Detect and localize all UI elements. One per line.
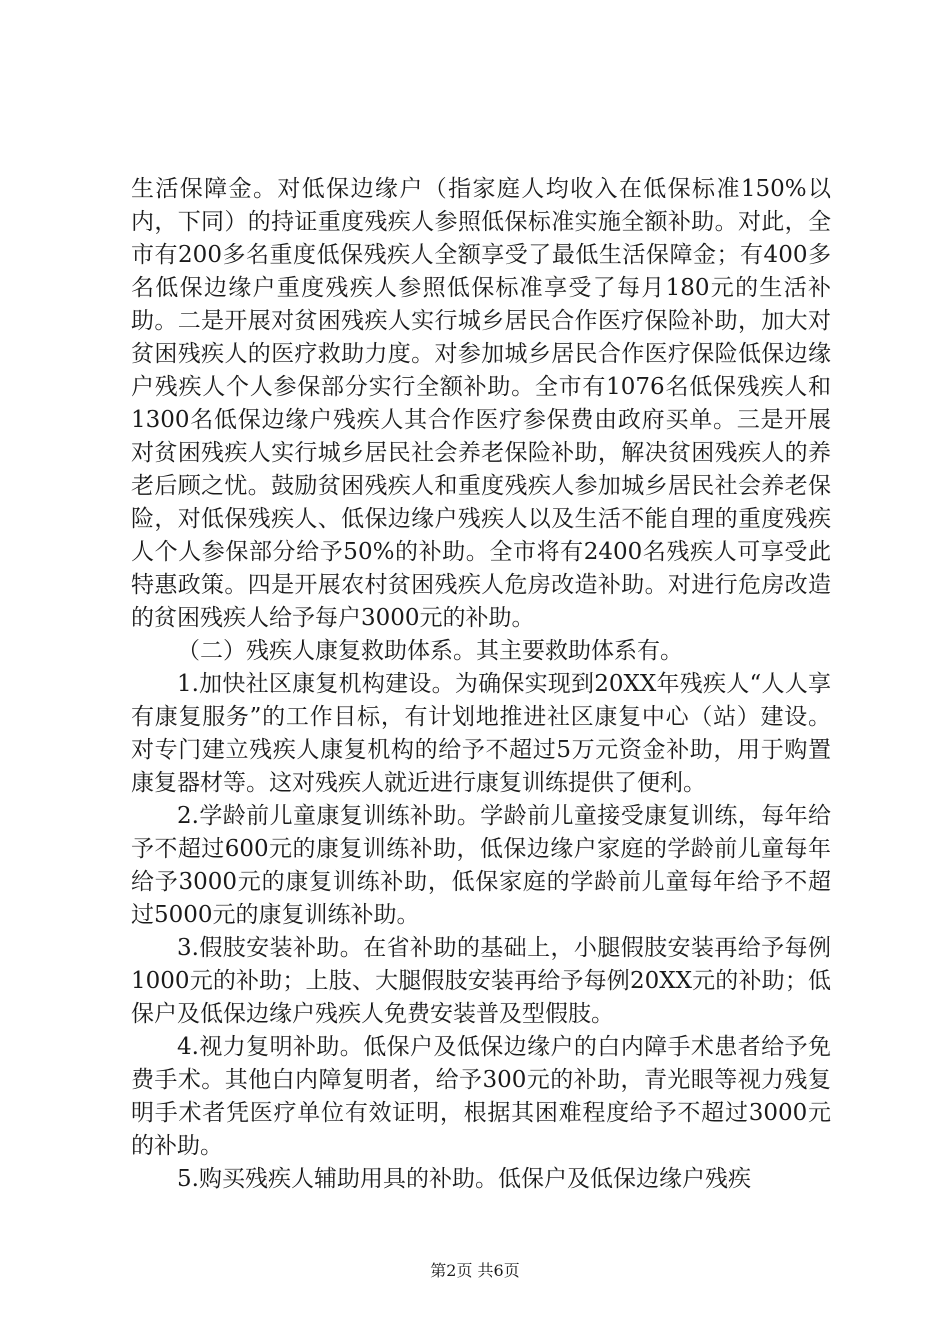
paragraph-6: 4.视力复明补助。低保户及低保边缘户的白内障手术患者给予免费手术。其他白内障复明者，给予300元的补助，青光眼等视力残复明手术者凭医疗单位有效证明，根据其困难程度给予不超过3000元的补助。 — [131, 1034, 831, 1159]
paragraph-4: 2.学龄前儿童康复训练补助。学龄前儿童接受康复训练，每年给予不超过600元的康复训练补助，低保边缘户家庭的学龄前儿童每年给予3000元的康复训练补助，低保家庭的学龄前儿童每年给予不超过5000元的康复训练补助。 — [131, 803, 831, 928]
paragraph-5: 3.假肢安装补助。在省补助的基础上，小腿假肢安装再给予每例1000元的补助；上肢、大腿假肢安装再给予每例20XX元的补助；低保户及低保边缘户残疾人免费安装普及型假肢。 — [131, 935, 831, 1027]
page-footer: 第2页 共6页 — [430, 1261, 520, 1280]
paragraph-1: 生活保障金。对低保边缘户（指家庭人均收入在低保标准150%以内，下同）的持证重度残疾人参照低保标准实施全额补助。对此，全市有200多名重度低保残疾人全额享受了最低生活保障金；有400多名低保边缘户重度残疾人参照低保标准享受了每月180元的生活补助。二是开展对贫困残疾人实行城乡居民合作医疗保险补助，加大对贫困残疾人的医疗救助力度。对参加城乡居民合作医疗保险低保边缘户残疾人个人参保部分实行全额补助。全市有1076名低保残疾人和1300名低保边缘户残疾人其合作医疗参保费由政府买单。三是开展对贫困残疾人实行城乡居民社会养老保险补助，解决贫困残疾人的养老后顾之忧。鼓励贫困残疾人和重度残疾人参加城乡居民社会养老保险，对低保残疾人、低保边缘户残疾人以及生活不能自理的重度残疾人个人参保部分给予50%的补助。全市将有2400名残疾人可享受此特惠政策。四是开展农村贫困残疾人危房改造补助。对进行危房改造的贫困残疾人给予每户3000元的补助。 — [131, 176, 831, 631]
paragraph-3: 1.加快社区康复机构建设。为确保实现到20XX年残疾人“人人享有康复服务”的工作目标，有计划地推进社区康复中心（站）建设。对专门建立残疾人康复机构的给予不超过5万元资金补助，用于购置康复器材等。这对残疾人就近进行康复训练提供了便利。 — [131, 671, 831, 796]
paragraph-7: 5.购买残疾人辅助用具的补助。低保户及低保边缘户残疾 — [177, 1166, 751, 1192]
paragraph-2: （二）残疾人康复救助体系。其主要救助体系有。 — [177, 638, 683, 664]
body-text — [131, 173, 831, 1196]
